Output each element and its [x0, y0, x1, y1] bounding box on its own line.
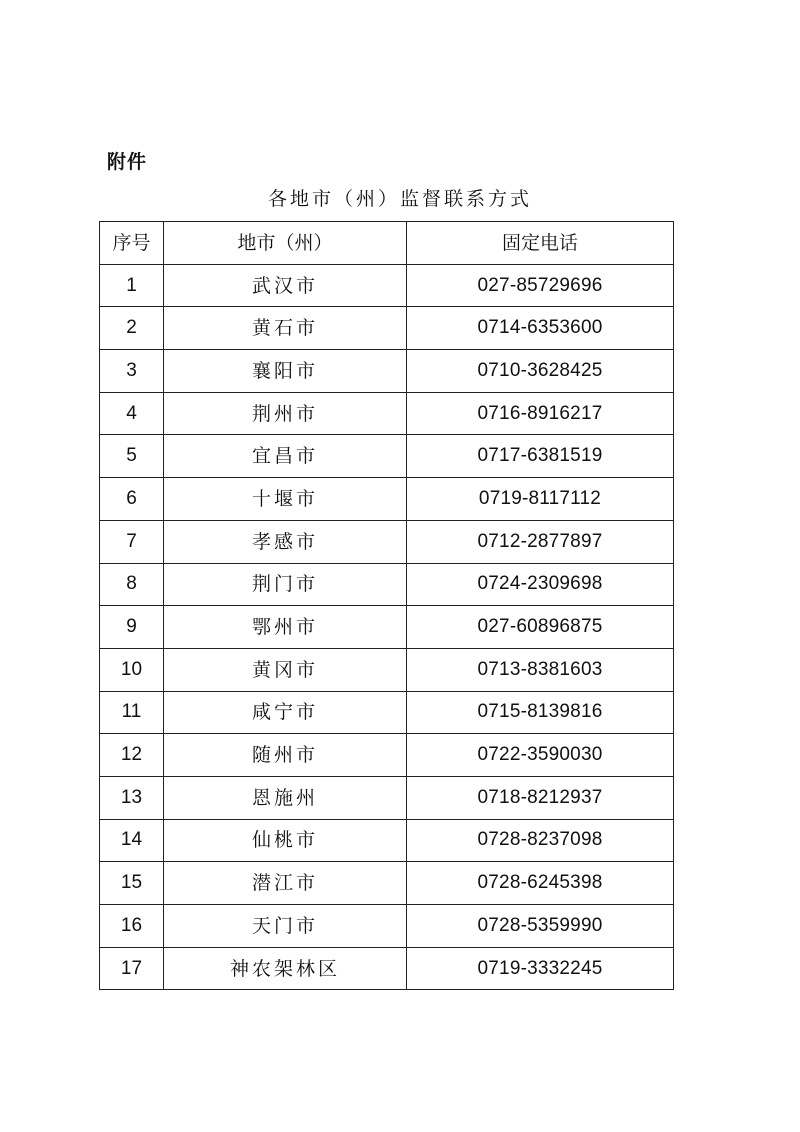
phone-number: 0724-2309698	[407, 563, 674, 606]
phone-number: 0728-6245398	[407, 862, 674, 905]
phone-number: 0715-8139816	[407, 691, 674, 734]
row-number: 1	[100, 264, 164, 307]
row-number: 8	[100, 563, 164, 606]
row-number: 17	[100, 947, 164, 990]
city-name: 潜江市	[164, 862, 407, 905]
phone-number: 0719-3332245	[407, 947, 674, 990]
phone-number: 0728-8237098	[407, 819, 674, 862]
city-name: 黄石市	[164, 307, 407, 350]
header-city: 地市（州）	[164, 222, 407, 265]
city-name: 荆州市	[164, 392, 407, 435]
city-name: 十堰市	[164, 478, 407, 521]
row-number: 14	[100, 819, 164, 862]
document-title: 各地市（州）监督联系方式	[267, 188, 532, 210]
phone-number: 0712-2877897	[407, 520, 674, 563]
row-number: 15	[100, 862, 164, 905]
table-row	[100, 307, 674, 350]
attachment-label: 附件	[107, 151, 148, 173]
table-row	[100, 392, 674, 435]
phone-number: 0714-6353600	[407, 307, 674, 350]
phone-number: 0713-8381603	[407, 648, 674, 691]
table-row	[100, 947, 674, 990]
phone-number: 0716-8916217	[407, 392, 674, 435]
city-name: 仙桃市	[164, 819, 407, 862]
row-number: 9	[100, 606, 164, 649]
city-name: 神农架林区	[164, 947, 407, 990]
table-row	[100, 905, 674, 948]
table-row	[100, 819, 674, 862]
row-number: 4	[100, 392, 164, 435]
row-number: 11	[100, 691, 164, 734]
row-number: 5	[100, 435, 164, 478]
row-number: 6	[100, 478, 164, 521]
phone-number: 0722-3590030	[407, 734, 674, 777]
table-header-row	[100, 222, 674, 265]
phone-number: 0717-6381519	[407, 435, 674, 478]
table-row	[100, 478, 674, 521]
table-row	[100, 520, 674, 563]
table-row	[100, 563, 674, 606]
table-row	[100, 264, 674, 307]
city-name: 襄阳市	[164, 350, 407, 393]
table-body	[100, 264, 674, 990]
row-number: 2	[100, 307, 164, 350]
phone-number: 0710-3628425	[407, 350, 674, 393]
table-row	[100, 606, 674, 649]
phone-number: 0719-8117112	[407, 478, 674, 521]
header-phone: 固定电话	[407, 222, 674, 265]
table-row	[100, 862, 674, 905]
city-name: 孝感市	[164, 520, 407, 563]
city-name: 恩施州	[164, 776, 407, 819]
row-number: 7	[100, 520, 164, 563]
city-name: 武汉市	[164, 264, 407, 307]
row-number: 10	[100, 648, 164, 691]
row-number: 3	[100, 350, 164, 393]
contact-table	[99, 221, 674, 990]
row-number: 12	[100, 734, 164, 777]
header-number: 序号	[100, 222, 164, 265]
phone-number: 0728-5359990	[407, 905, 674, 948]
table-row	[100, 734, 674, 777]
row-number: 13	[100, 776, 164, 819]
phone-number: 027-85729696	[407, 264, 674, 307]
table-row	[100, 350, 674, 393]
city-name: 随州市	[164, 734, 407, 777]
table-row	[100, 435, 674, 478]
row-number: 16	[100, 905, 164, 948]
phone-number: 0718-8212937	[407, 776, 674, 819]
phone-number: 027-60896875	[407, 606, 674, 649]
table-row	[100, 776, 674, 819]
city-name: 宜昌市	[164, 435, 407, 478]
city-name: 咸宁市	[164, 691, 407, 734]
city-name: 荆门市	[164, 563, 407, 606]
city-name: 黄冈市	[164, 648, 407, 691]
city-name: 鄂州市	[164, 606, 407, 649]
city-name: 天门市	[164, 905, 407, 948]
table-row	[100, 648, 674, 691]
table-row	[100, 691, 674, 734]
